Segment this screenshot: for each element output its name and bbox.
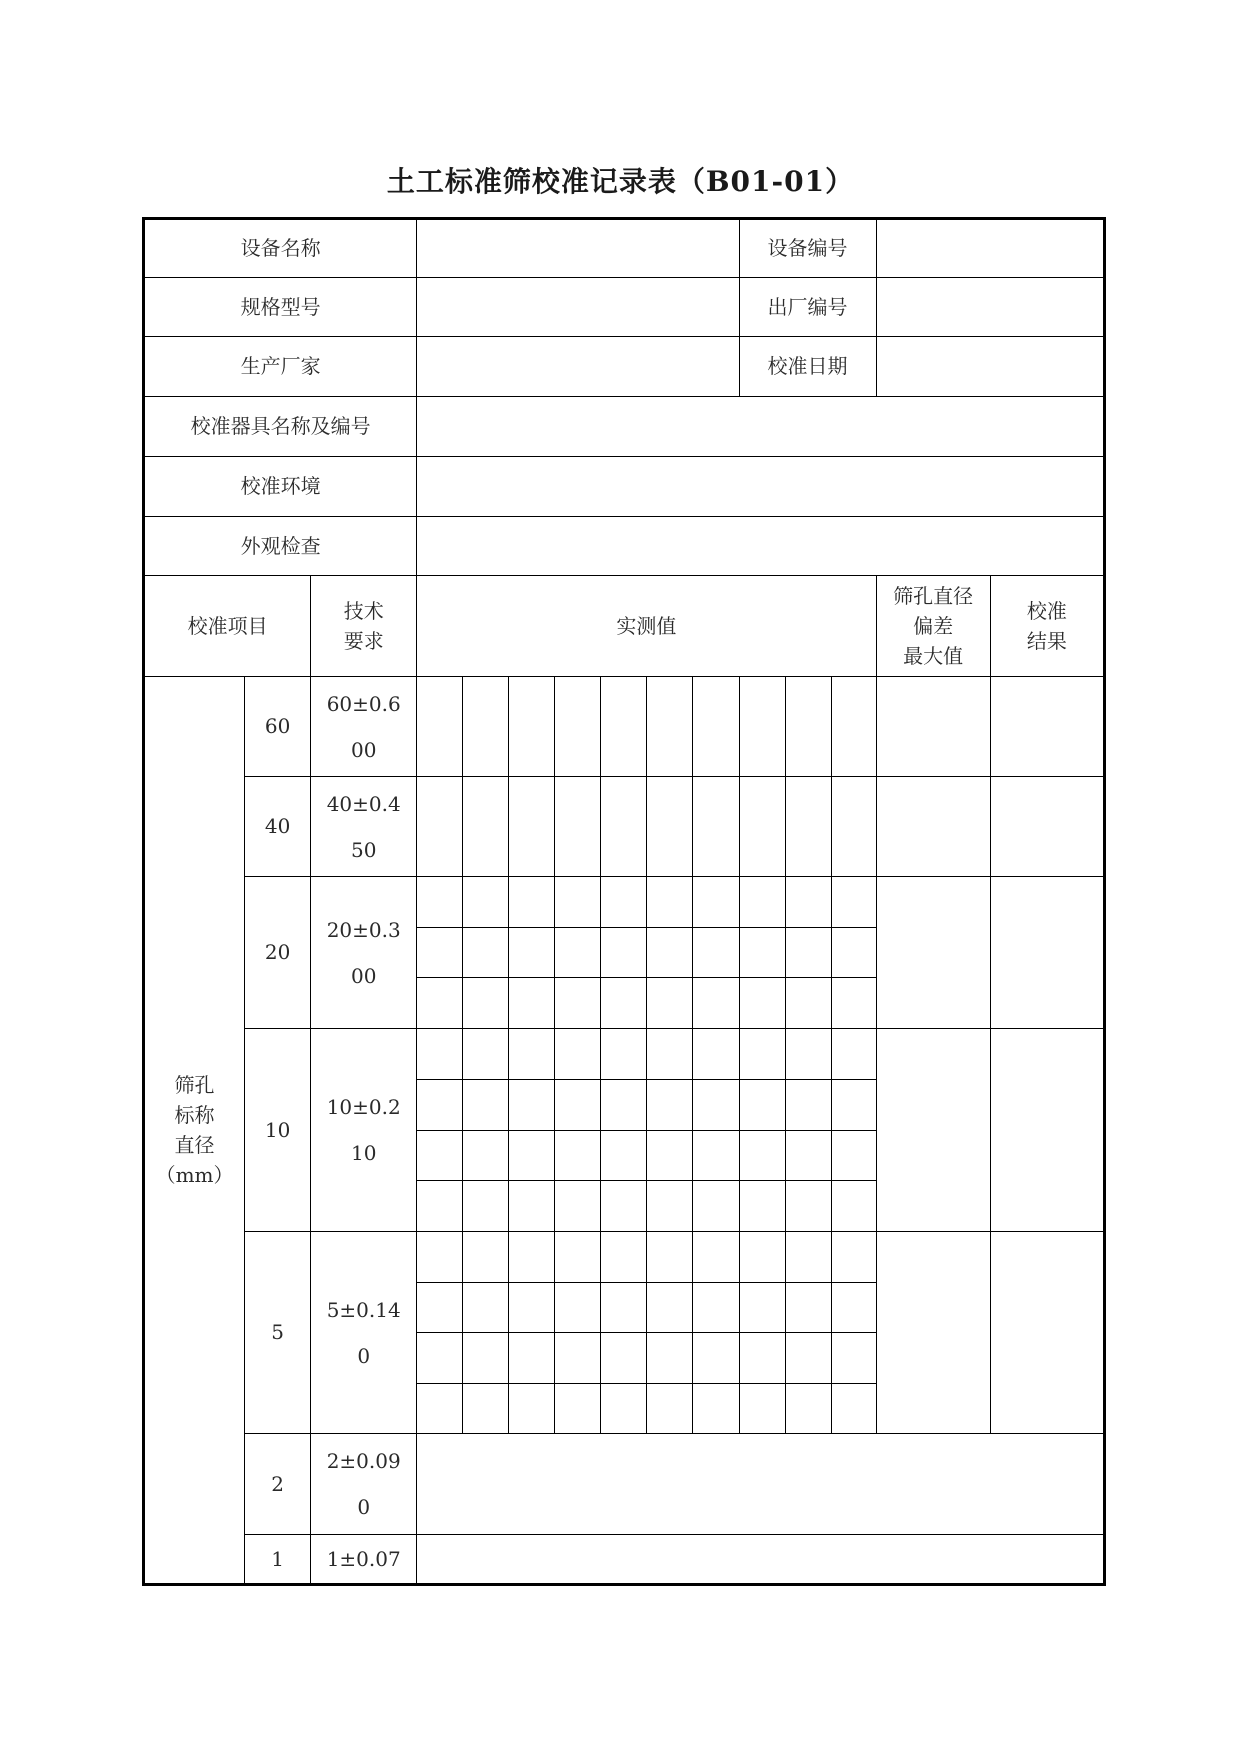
measure-cell[interactable]	[647, 1333, 693, 1384]
measure-cell[interactable]	[693, 1232, 739, 1283]
row-instrument	[144, 397, 1105, 457]
spec-field[interactable]	[417, 278, 739, 337]
measure-cell[interactable]	[601, 1384, 647, 1434]
sieve-size: 20	[245, 877, 311, 1029]
sieve-row-60	[144, 677, 1105, 777]
measure-cell[interactable]	[739, 677, 785, 777]
measure-cell[interactable]	[509, 1232, 555, 1283]
measure-cell[interactable]	[463, 877, 509, 928]
measure-cell[interactable]	[739, 777, 785, 877]
measure-cell[interactable]	[831, 777, 876, 877]
spec-label: 规格型号	[144, 278, 417, 337]
measure-cell[interactable]	[555, 978, 601, 1029]
measure-cell[interactable]	[785, 1333, 831, 1384]
measure-cell[interactable]	[785, 978, 831, 1029]
measure-cell[interactable]	[831, 978, 876, 1029]
measure-cell[interactable]	[417, 978, 463, 1029]
measure-cell[interactable]	[693, 1131, 739, 1181]
measure-cell[interactable]	[417, 1131, 463, 1181]
measure-cell[interactable]	[509, 1080, 555, 1131]
measure-cell[interactable]	[463, 1131, 509, 1181]
measure-cell[interactable]	[601, 877, 647, 928]
measure-cell[interactable]	[693, 1080, 739, 1131]
measure-cell[interactable]	[463, 1080, 509, 1131]
measure-cell[interactable]	[647, 1029, 693, 1080]
measure-cell[interactable]	[417, 1384, 463, 1434]
measure-cell[interactable]	[463, 1029, 509, 1080]
calib-date-field[interactable]	[876, 337, 1104, 397]
device-name-label: 设备名称	[144, 219, 417, 278]
measure-cell[interactable]	[601, 1333, 647, 1384]
measure-cell[interactable]	[693, 978, 739, 1029]
result-cell[interactable]	[990, 1029, 1104, 1232]
sieve-size: 60	[245, 677, 311, 777]
device-name-field[interactable]	[417, 219, 739, 278]
measure-cell[interactable]	[831, 1232, 876, 1283]
measure-cell[interactable]	[647, 1131, 693, 1181]
appearance-label: 外观检查	[144, 517, 417, 576]
calibration-table	[142, 217, 1106, 1586]
measure-cell[interactable]	[417, 1232, 463, 1283]
measure-cell[interactable]	[831, 1131, 876, 1181]
measure-cell[interactable]	[601, 777, 647, 877]
measure-cell[interactable]	[831, 1384, 876, 1434]
sieve-size: 40	[245, 777, 311, 877]
result-cell[interactable]	[990, 877, 1104, 1029]
header-row	[144, 576, 1105, 677]
measure-cell[interactable]	[831, 928, 876, 978]
measure-cell[interactable]	[463, 1384, 509, 1434]
measure-cell[interactable]	[555, 1333, 601, 1384]
device-no-field[interactable]	[876, 219, 1104, 278]
measure-cell[interactable]	[509, 677, 555, 777]
measure-cell[interactable]	[555, 677, 601, 777]
measure-cell[interactable]	[417, 928, 463, 978]
measure-cell[interactable]	[785, 1232, 831, 1283]
measure-cell[interactable]	[463, 1181, 509, 1232]
measure-cell[interactable]	[693, 928, 739, 978]
measure-cell[interactable]	[463, 1232, 509, 1283]
max-deviation-cell[interactable]	[876, 1029, 990, 1232]
measure-cell[interactable]	[831, 877, 876, 928]
appearance-field[interactable]	[417, 517, 1105, 576]
measure-cell[interactable]	[463, 1333, 509, 1384]
sieve-row-10	[144, 1029, 1105, 1080]
measure-cell[interactable]	[555, 1232, 601, 1283]
sieve-2-remark-field[interactable]	[417, 1434, 1105, 1535]
result-cell[interactable]	[990, 1232, 1104, 1434]
measure-cell[interactable]	[555, 1029, 601, 1080]
measure-cell[interactable]	[417, 1333, 463, 1384]
measure-cell[interactable]	[647, 1232, 693, 1283]
sieve-1-remark-field[interactable]	[417, 1535, 1105, 1585]
sieve-size: 2	[245, 1434, 311, 1535]
sieve-requirement: 20±0.300	[311, 877, 417, 1029]
sieve-size: 5	[245, 1232, 311, 1434]
measure-cell[interactable]	[647, 978, 693, 1029]
measure-cell[interactable]	[463, 677, 509, 777]
measure-cell[interactable]	[509, 1131, 555, 1181]
measure-cell[interactable]	[693, 1181, 739, 1232]
sieve-requirement: 5±0.140	[311, 1232, 417, 1434]
measure-cell[interactable]	[509, 777, 555, 877]
measure-cell[interactable]	[509, 1384, 555, 1434]
measure-cell[interactable]	[831, 1333, 876, 1384]
sieve-requirement: 2±0.090	[311, 1434, 417, 1535]
measure-cell[interactable]	[693, 677, 739, 777]
measure-cell[interactable]	[601, 978, 647, 1029]
measure-cell[interactable]	[785, 1283, 831, 1333]
measure-cell[interactable]	[555, 1384, 601, 1434]
measure-cell[interactable]	[509, 1333, 555, 1384]
factory-no-label: 出厂编号	[739, 278, 876, 337]
measure-cell[interactable]	[739, 1232, 785, 1283]
measure-cell[interactable]	[785, 1131, 831, 1181]
max-deviation-cell[interactable]	[876, 1232, 990, 1434]
sieve-row-2	[144, 1434, 1105, 1535]
measure-cell[interactable]	[785, 777, 831, 877]
measure-cell[interactable]	[463, 1283, 509, 1333]
measure-cell[interactable]	[739, 1029, 785, 1080]
device-no-label: 设备编号	[739, 219, 876, 278]
measure-cell[interactable]	[831, 677, 876, 777]
max-deviation-cell[interactable]	[876, 777, 990, 877]
factory-no-field[interactable]	[876, 278, 1104, 337]
measure-cell[interactable]	[831, 1181, 876, 1232]
measure-cell[interactable]	[417, 1029, 463, 1080]
measure-cell[interactable]	[601, 1080, 647, 1131]
measure-cell[interactable]	[785, 1029, 831, 1080]
sieve-requirement: 10±0.210	[311, 1029, 417, 1232]
measure-cell[interactable]	[417, 1283, 463, 1333]
row-appearance	[144, 517, 1105, 576]
measure-cell[interactable]	[601, 928, 647, 978]
header-item: 校准项目	[144, 576, 311, 677]
measure-cell[interactable]	[555, 777, 601, 877]
manufacturer-field[interactable]	[417, 337, 739, 397]
measure-cell[interactable]	[647, 1384, 693, 1434]
measure-cell[interactable]	[831, 1283, 876, 1333]
measure-cell[interactable]	[739, 1384, 785, 1434]
measure-cell[interactable]	[785, 877, 831, 928]
measure-cell[interactable]	[509, 1029, 555, 1080]
sieve-row-5	[144, 1232, 1105, 1283]
measure-cell[interactable]	[555, 928, 601, 978]
measure-cell[interactable]	[739, 1283, 785, 1333]
sieve-row-1	[144, 1535, 1105, 1585]
measure-cell[interactable]	[693, 1029, 739, 1080]
calib-date-label: 校准日期	[739, 337, 876, 397]
measure-cell[interactable]	[647, 777, 693, 877]
measure-cell[interactable]	[509, 978, 555, 1029]
sieve-row-40	[144, 777, 1105, 877]
measure-cell[interactable]	[417, 877, 463, 928]
row-device-name	[144, 219, 1105, 278]
measure-cell[interactable]	[555, 877, 601, 928]
result-cell[interactable]	[990, 777, 1104, 877]
sieve-size: 10	[245, 1029, 311, 1232]
measure-cell[interactable]	[647, 1181, 693, 1232]
measure-cell[interactable]	[555, 1181, 601, 1232]
measure-cell[interactable]	[647, 677, 693, 777]
measure-cell[interactable]	[555, 1283, 601, 1333]
header-requirement: 技术 要求	[311, 576, 417, 677]
measure-cell[interactable]	[417, 677, 463, 777]
measure-cell[interactable]	[647, 877, 693, 928]
measure-cell[interactable]	[739, 1181, 785, 1232]
measure-cell[interactable]	[463, 978, 509, 1029]
measure-cell[interactable]	[647, 1283, 693, 1333]
measure-cell[interactable]	[601, 1181, 647, 1232]
measure-cell[interactable]	[739, 1333, 785, 1384]
measure-cell[interactable]	[601, 677, 647, 777]
manufacturer-label: 生产厂家	[144, 337, 417, 397]
measure-cell[interactable]	[739, 1131, 785, 1181]
header-result: 校准 结果	[990, 576, 1104, 677]
side-label: 筛孔 标称 直径 （mm）	[144, 677, 245, 1585]
measure-cell[interactable]	[555, 1131, 601, 1181]
measure-cell[interactable]	[785, 1080, 831, 1131]
measure-cell[interactable]	[417, 1080, 463, 1131]
environment-label: 校准环境	[144, 457, 417, 517]
measure-cell[interactable]	[509, 1181, 555, 1232]
row-environment	[144, 457, 1105, 517]
sieve-requirement: 40±0.450	[311, 777, 417, 877]
measure-cell[interactable]	[463, 928, 509, 978]
sieve-row-20	[144, 877, 1105, 928]
measure-cell[interactable]	[601, 1232, 647, 1283]
measure-cell[interactable]	[693, 1333, 739, 1384]
row-manufacturer	[144, 337, 1105, 397]
max-deviation-cell[interactable]	[876, 677, 990, 777]
instrument-label: 校准器具名称及编号	[144, 397, 417, 457]
measure-cell[interactable]	[601, 1283, 647, 1333]
header-measured: 实测值	[417, 576, 876, 677]
sieve-requirement: 1±0.07	[311, 1535, 417, 1585]
measure-cell[interactable]	[647, 928, 693, 978]
result-cell[interactable]	[990, 677, 1104, 777]
measure-cell[interactable]	[693, 1384, 739, 1434]
measure-cell[interactable]	[693, 777, 739, 877]
environment-field[interactable]	[417, 457, 1105, 517]
sieve-requirement: 60±0.600	[311, 677, 417, 777]
measure-cell[interactable]	[739, 877, 785, 928]
measure-cell[interactable]	[785, 1384, 831, 1434]
max-deviation-cell[interactable]	[876, 877, 990, 1029]
measure-cell[interactable]	[831, 1029, 876, 1080]
form-title: 土工标准筛校准记录表（B01-01）	[386, 165, 855, 198]
measure-cell[interactable]	[647, 1080, 693, 1131]
measure-cell[interactable]	[739, 978, 785, 1029]
measure-cell[interactable]	[509, 1283, 555, 1333]
measure-cell[interactable]	[693, 877, 739, 928]
row-spec	[144, 278, 1105, 337]
measure-cell[interactable]	[785, 928, 831, 978]
sieve-size: 1	[245, 1535, 311, 1585]
measure-cell[interactable]	[831, 1080, 876, 1131]
measure-cell[interactable]	[601, 1029, 647, 1080]
header-max-deviation: 筛孔直径 偏差 最大值	[876, 576, 990, 677]
instrument-field[interactable]	[417, 397, 1105, 457]
measure-cell[interactable]	[785, 1181, 831, 1232]
measure-cell[interactable]	[601, 1131, 647, 1181]
measure-cell[interactable]	[463, 777, 509, 877]
measure-cell[interactable]	[417, 1181, 463, 1232]
measure-cell[interactable]	[555, 1080, 601, 1131]
measure-cell[interactable]	[785, 677, 831, 777]
measure-cell[interactable]	[739, 928, 785, 978]
measure-cell[interactable]	[739, 1080, 785, 1131]
measure-cell[interactable]	[417, 777, 463, 877]
measure-cell[interactable]	[693, 1283, 739, 1333]
measure-cell[interactable]	[509, 928, 555, 978]
measure-cell[interactable]	[509, 877, 555, 928]
